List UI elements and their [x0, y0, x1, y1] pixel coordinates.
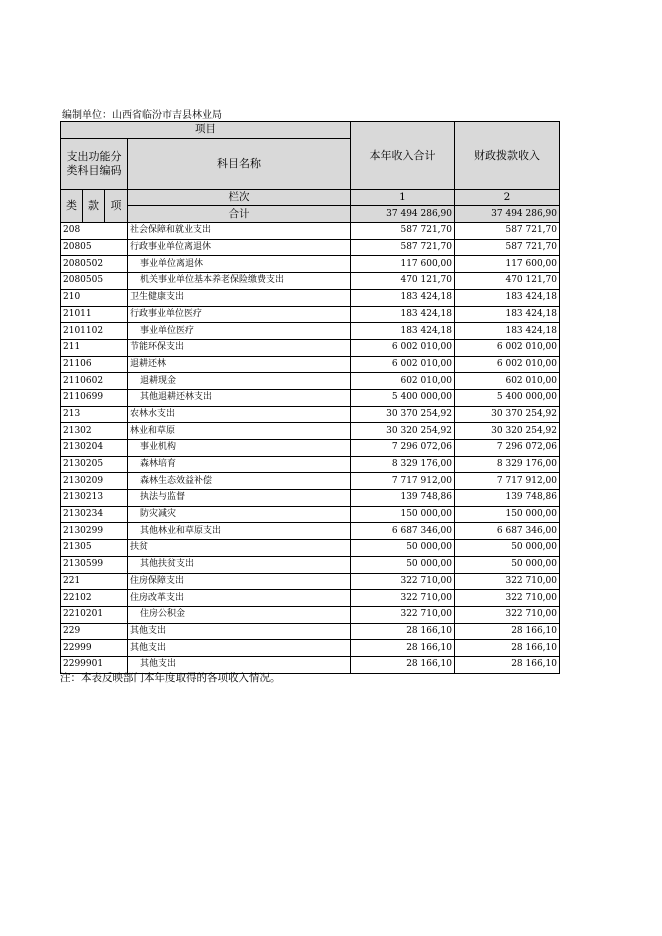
row-total-income: 470 121,70: [351, 273, 455, 290]
row-subject-name: 行政事业单位医疗: [128, 306, 351, 323]
row-code: 2130205: [61, 456, 128, 473]
row-code: 2080502: [61, 256, 128, 273]
row-subject-name: 执法与监督: [128, 490, 351, 507]
row-code: 2110699: [61, 389, 128, 406]
header-func-code-line2: 类科目编码: [66, 163, 122, 177]
row-fiscal-income: 322 710,00: [455, 573, 560, 590]
table-row: [61, 373, 560, 390]
row-code: 21305: [61, 540, 128, 557]
row-total-income: 28 166,10: [351, 623, 455, 640]
header-fiscal-income: 财政拨款收入: [455, 122, 560, 190]
row-total-income: 322 710,00: [351, 573, 455, 590]
row-total-income: 322 710,00: [351, 606, 455, 623]
row-fiscal-income: 30 370 254,92: [455, 406, 560, 423]
table-row: [61, 223, 560, 240]
header-col-kuan: 款: [83, 189, 105, 222]
row-total-income: 117 600,00: [351, 256, 455, 273]
table-row: [61, 640, 560, 657]
table-row: [61, 239, 560, 256]
table-row: [61, 389, 560, 406]
table-row: [61, 423, 560, 440]
row-code: 2130234: [61, 506, 128, 523]
row-fiscal-income: 6 002 010,00: [455, 339, 560, 356]
row-code: 22102: [61, 590, 128, 607]
row-subject-name: 退耕现金: [128, 373, 351, 390]
row-total-income: 150 000,00: [351, 506, 455, 523]
row-subject-name: 社会保障和就业支出: [128, 223, 351, 240]
table-row: [61, 490, 560, 507]
row-code: 2130213: [61, 490, 128, 507]
row-code: 2130299: [61, 523, 128, 540]
row-code: 2101102: [61, 323, 128, 340]
header-heji: 合计: [128, 206, 351, 223]
row-fiscal-income: 30 320 254,92: [455, 423, 560, 440]
row-fiscal-income: 322 710,00: [455, 606, 560, 623]
row-subject-name: 其他林业和草原支出: [128, 523, 351, 540]
table-row: [61, 256, 560, 273]
row-code: 213: [61, 406, 128, 423]
row-total-income: 183 424,18: [351, 323, 455, 340]
row-fiscal-income: 322 710,00: [455, 590, 560, 607]
header-col1: 1: [351, 189, 455, 206]
row-code: 2299901: [61, 656, 128, 673]
row-subject-name: 退耕还林: [128, 356, 351, 373]
row-code: 2080505: [61, 273, 128, 290]
row-fiscal-income: 6 687 346,00: [455, 523, 560, 540]
header-func-code-line1: 支出功能分: [66, 149, 122, 163]
row-code: 21106: [61, 356, 128, 373]
row-code: 2130209: [61, 473, 128, 490]
heji-fiscal: 37 494 286,90: [455, 206, 560, 223]
row-total-income: 183 424,18: [351, 289, 455, 306]
row-fiscal-income: 28 166,10: [455, 640, 560, 657]
row-code: 208: [61, 223, 128, 240]
table-row: [61, 506, 560, 523]
row-total-income: 7 717 912,00: [351, 473, 455, 490]
row-fiscal-income: 183 424,18: [455, 323, 560, 340]
row-subject-name: 事业单位离退休: [128, 256, 351, 273]
row-subject-name: 住房公积金: [128, 606, 351, 623]
row-subject-name: 森林生态效益补偿: [128, 473, 351, 490]
footnote: 注：本表反映部门本年度取得的各项收入情况。: [60, 672, 281, 684]
row-subject-name: 其他退耕还林支出: [128, 389, 351, 406]
table-row: [61, 289, 560, 306]
table-row: [61, 556, 560, 573]
row-fiscal-income: 7 717 912,00: [455, 473, 560, 490]
row-total-income: 28 166,10: [351, 640, 455, 657]
row-code: 229: [61, 623, 128, 640]
row-total-income: 8 329 176,00: [351, 456, 455, 473]
row-fiscal-income: 150 000,00: [455, 506, 560, 523]
row-fiscal-income: 6 002 010,00: [455, 356, 560, 373]
row-total-income: 6 002 010,00: [351, 339, 455, 356]
table-row: [61, 573, 560, 590]
row-subject-name: 森林培育: [128, 456, 351, 473]
compiling-unit-label: 编制单位：山西省临汾市吉县林业局: [62, 110, 222, 121]
row-subject-name: 防灾减灾: [128, 506, 351, 523]
row-subject-name: 其他支出: [128, 656, 351, 673]
row-fiscal-income: 28 166,10: [455, 656, 560, 673]
header-item: 项目: [61, 122, 351, 139]
row-total-income: 602 010,00: [351, 373, 455, 390]
row-code: 221: [61, 573, 128, 590]
header-total-income: 本年收入合计: [351, 122, 455, 190]
row-total-income: 587 721,70: [351, 223, 455, 240]
row-subject-name: 农林水支出: [128, 406, 351, 423]
row-subject-name: 机关事业单位基本养老保险缴费支出: [128, 273, 351, 290]
row-code: 22999: [61, 640, 128, 657]
row-code: 21302: [61, 423, 128, 440]
table-row: [61, 623, 560, 640]
row-subject-name: 其他支出: [128, 640, 351, 657]
header-subject-name: 科目名称: [128, 138, 351, 189]
row-fiscal-income: 587 721,70: [455, 239, 560, 256]
row-fiscal-income: 28 166,10: [455, 623, 560, 640]
heji-total: 37 494 286,90: [351, 206, 455, 223]
row-code: 21011: [61, 306, 128, 323]
row-code: 210: [61, 289, 128, 306]
table-row: [61, 323, 560, 340]
row-fiscal-income: 50 000,00: [455, 540, 560, 557]
header-col-lei: 类: [61, 189, 83, 222]
row-subject-name: 其他支出: [128, 623, 351, 640]
row-total-income: 30 320 254,92: [351, 423, 455, 440]
row-subject-name: 卫生健康支出: [128, 289, 351, 306]
row-code: 2130204: [61, 440, 128, 457]
row-total-income: 7 296 072,06: [351, 440, 455, 457]
row-subject-name: 住房改革支出: [128, 590, 351, 607]
header-func-code: [61, 138, 128, 189]
row-subject-name: 林业和草原: [128, 423, 351, 440]
row-fiscal-income: 5 400 000,00: [455, 389, 560, 406]
row-code: 211: [61, 339, 128, 356]
row-fiscal-income: 602 010,00: [455, 373, 560, 390]
row-fiscal-income: 470 121,70: [455, 273, 560, 290]
row-total-income: 50 000,00: [351, 540, 455, 557]
row-total-income: 139 748,86: [351, 490, 455, 507]
row-code: 2110602: [61, 373, 128, 390]
table-row: [61, 406, 560, 423]
row-total-income: 6 687 346,00: [351, 523, 455, 540]
row-subject-name: 节能环保支出: [128, 339, 351, 356]
row-fiscal-income: 7 296 072,06: [455, 440, 560, 457]
row-fiscal-income: 8 329 176,00: [455, 456, 560, 473]
row-code: 2130599: [61, 556, 128, 573]
row-fiscal-income: 50 000,00: [455, 556, 560, 573]
table-row: [61, 456, 560, 473]
row-subject-name: 事业单位医疗: [128, 323, 351, 340]
row-total-income: 28 166,10: [351, 656, 455, 673]
table-row: [61, 356, 560, 373]
table-row: [61, 306, 560, 323]
row-fiscal-income: 117 600,00: [455, 256, 560, 273]
header-lanci: 栏次: [128, 189, 351, 206]
row-fiscal-income: 183 424,18: [455, 306, 560, 323]
row-fiscal-income: 587 721,70: [455, 223, 560, 240]
table-row: [61, 473, 560, 490]
table-row: [61, 590, 560, 607]
table-row: [61, 339, 560, 356]
row-total-income: 6 002 010,00: [351, 356, 455, 373]
table-row: [61, 540, 560, 557]
row-subject-name: 行政事业单位离退休: [128, 239, 351, 256]
header-col2: 2: [455, 189, 560, 206]
row-fiscal-income: 183 424,18: [455, 289, 560, 306]
table-row: [61, 440, 560, 457]
row-total-income: 50 000,00: [351, 556, 455, 573]
row-total-income: 587 721,70: [351, 239, 455, 256]
table-row: [61, 523, 560, 540]
table-row: [61, 606, 560, 623]
row-total-income: 5 400 000,00: [351, 389, 455, 406]
row-subject-name: 事业机构: [128, 440, 351, 457]
row-fiscal-income: 139 748,86: [455, 490, 560, 507]
row-code: 20805: [61, 239, 128, 256]
row-subject-name: 其他扶贫支出: [128, 556, 351, 573]
row-code: 2210201: [61, 606, 128, 623]
row-total-income: 30 370 254,92: [351, 406, 455, 423]
row-total-income: 183 424,18: [351, 306, 455, 323]
table-row: [61, 273, 560, 290]
row-subject-name: 住房保障支出: [128, 573, 351, 590]
row-total-income: 322 710,00: [351, 590, 455, 607]
income-table: [60, 121, 560, 674]
header-col-xiang: 项: [105, 189, 128, 222]
row-subject-name: 扶贫: [128, 540, 351, 557]
